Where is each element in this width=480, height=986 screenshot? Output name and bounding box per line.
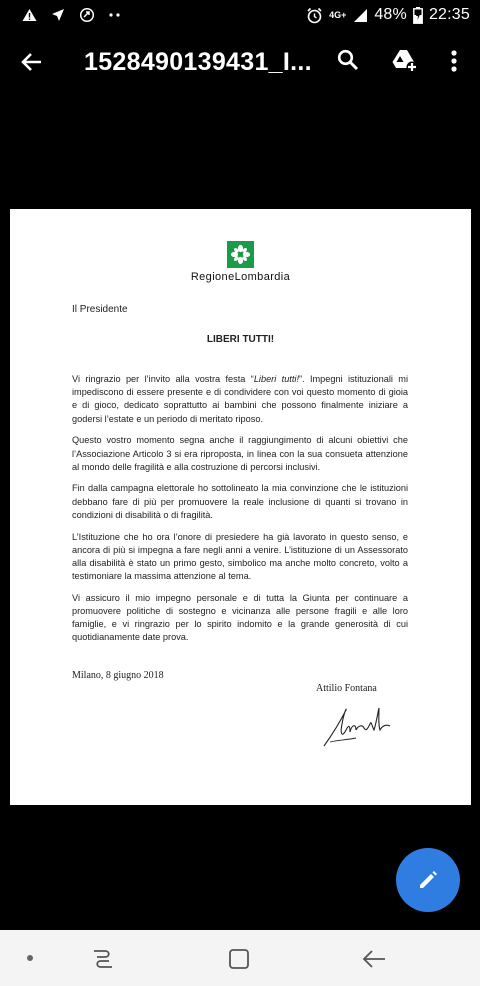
warning-icon (22, 8, 37, 22)
clock: 22:35 (428, 6, 470, 23)
document-title: 1528490139431_I... (84, 48, 312, 76)
system-back-button[interactable] (360, 946, 388, 972)
letter-date: Milano, 8 giugno 2018 (72, 670, 164, 681)
arrow-back-icon (21, 51, 43, 73)
more-options-button[interactable] (440, 44, 468, 78)
letter-body (72, 373, 408, 653)
sender-label: Il Presidente (72, 304, 128, 315)
app-bar (0, 30, 480, 92)
more-notifications-icon (109, 13, 121, 17)
home-square-icon (226, 946, 252, 972)
paragraph: Fin dalla campagna elettorale ho sottolineato la mia convinzione che le istituzioni debbano fare di più per promuovere la reale inclusione di quanti si trovano in condizioni di disabilità o di fragilità. (72, 483, 408, 520)
add-to-drive-button[interactable] (388, 44, 422, 78)
recent-apps-button[interactable] (88, 946, 118, 972)
paragraph: L’Istituzione che ho ora l’onore di presiedere ha già lavorato in questo senso, e ancora di più si impegna a fare negli anni a venire. L’istituzione di un Assessorato alla disabilità è stato un primo gesto, simbolico ma anche molto concreto, volto a testimoniare la massima attenzione al tema. (72, 531, 408, 582)
system-navigation-bar (0, 930, 480, 986)
edit-button[interactable] (396, 848, 460, 912)
sync-icon (79, 7, 95, 23)
signal-strength-icon (352, 8, 368, 23)
drive-add-icon (392, 49, 418, 73)
paragraph: Questo vostro momento segna anche il raggiungimento di alcuni obiettivi che l’Associazione Articolo 3 si era riproposta, in linea con la sua consueta attenzione al mondo delle fragilità e alla costruzione di percorsi inclusivi. (72, 435, 408, 472)
edit-pencil-icon (417, 869, 439, 891)
document-page[interactable] (10, 209, 471, 805)
regione-lombardia-logo (10, 241, 471, 283)
status-bar (0, 0, 480, 30)
signer-name: Attilio Fontana (316, 683, 377, 694)
navigation-arrow-icon (51, 8, 65, 22)
paragraph: Vi ringrazio per l’invito alla vostra festa “Liberi tutti!”. Impegni istituzionali mi impediscono di essere presente e di condividere con voi questo momento di gioia e di gioco, dedicato soprattutto ai bambini che possono finalmente iniziare a godersi l’estate e un periodo di meritato riposo. (72, 374, 408, 424)
letter-heading: LIBERI TUTTI! (206, 334, 275, 345)
search-button[interactable] (332, 44, 364, 76)
more-vert-icon (451, 50, 457, 72)
document-viewer[interactable] (0, 92, 480, 930)
alarm-icon (306, 7, 323, 24)
back-button[interactable] (14, 44, 50, 80)
battery-charging-icon (413, 7, 423, 24)
logo-emblem (227, 241, 254, 268)
search-icon (337, 49, 359, 71)
network-type-label: 4G+ (329, 9, 347, 20)
battery-percent: 48% (374, 6, 407, 23)
paragraph: Vi assicuro il mio impegno personale e di tutta la Giunta per continuare a promuovere politiche di sostegno e vicinanza alle persone fragili e alle loro famiglie, e vi ringrazio per lo spirito indomito e la grande generosità di cui quotidianamente date prova. (72, 592, 408, 643)
back-chevron-icon (360, 946, 388, 972)
logo-text: RegioneLombardia (190, 271, 291, 283)
recent-apps-icon (88, 946, 118, 972)
handwritten-signature (316, 702, 394, 750)
nav-indicator-dot (27, 955, 33, 961)
home-button[interactable] (226, 946, 252, 972)
